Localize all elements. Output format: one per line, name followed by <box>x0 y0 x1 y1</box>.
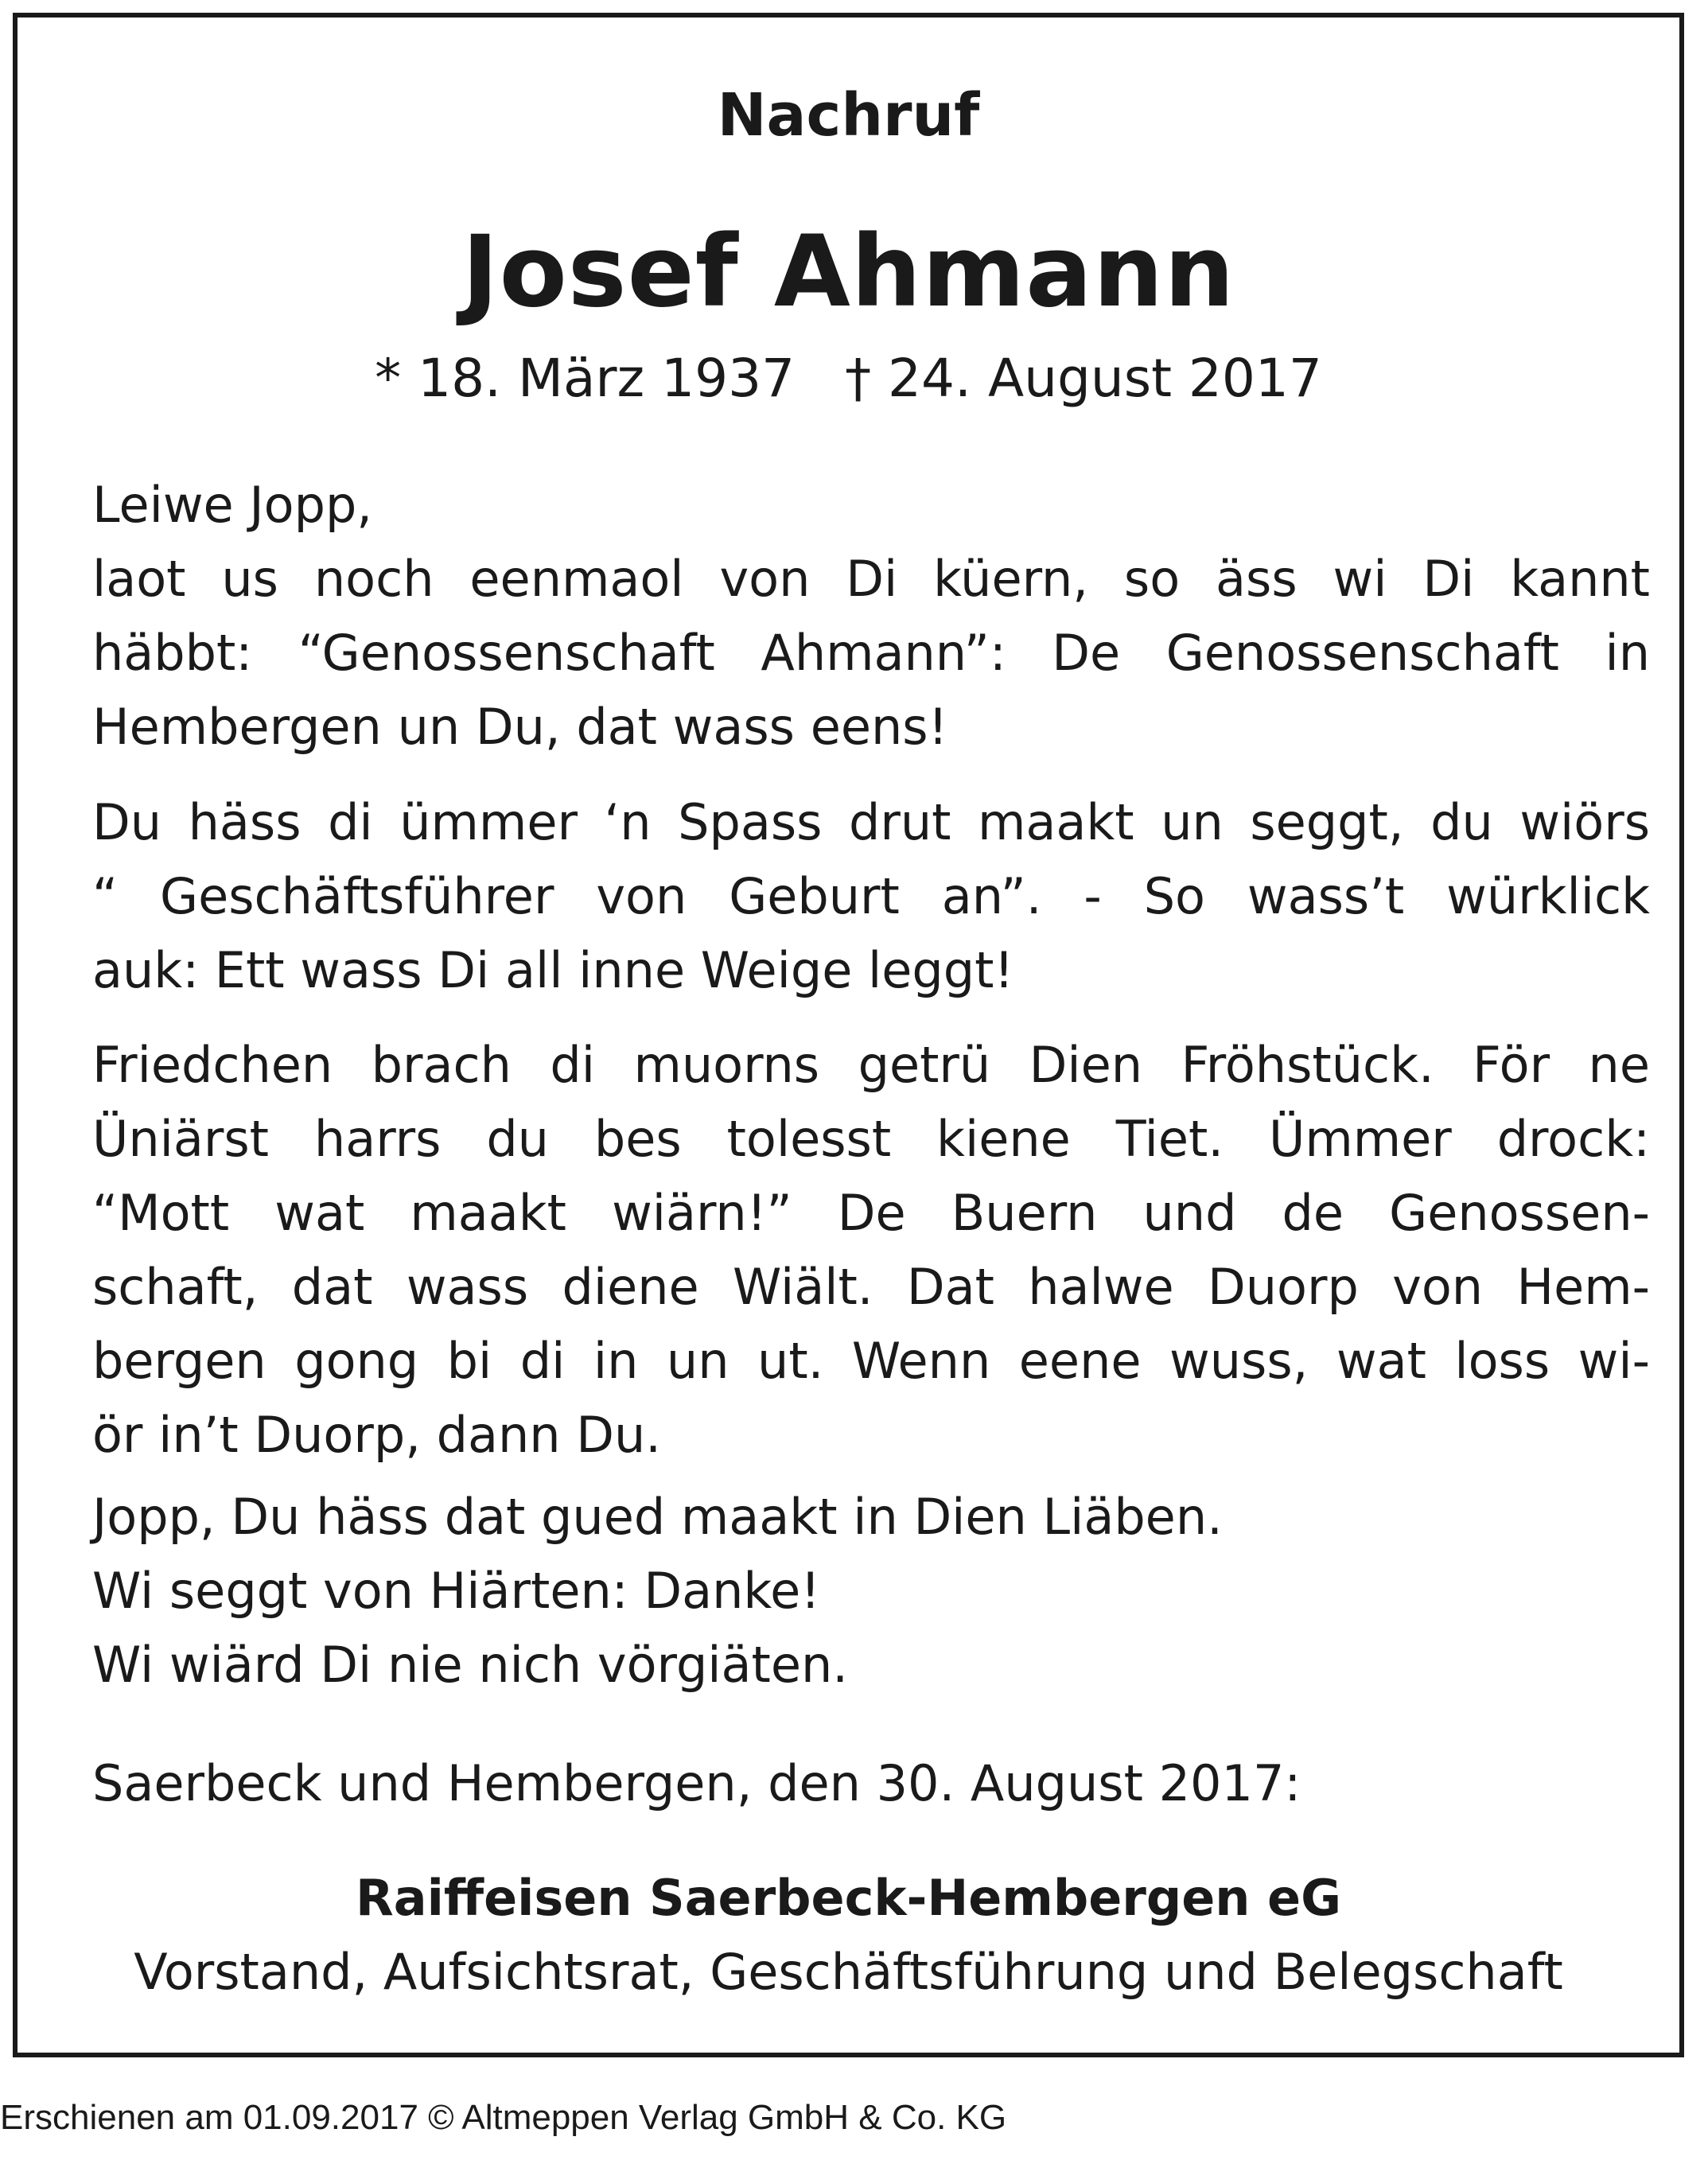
paragraph-line: Jopp, Du häss dat gued maakt in Dien Liäben. <box>92 1488 1223 1546</box>
paragraph-line: laot us noch eenmaol von Di küern, so äss wi Di kannt <box>92 550 1650 608</box>
paragraph-line: häbbt: “Genossenschaft Ahmann”: De Genossenschaft in <box>92 624 1650 682</box>
paragraph-2 <box>92 785 1650 1007</box>
paragraph-line: Leiwe Jopp, <box>92 476 373 534</box>
organization-members: Vorstand, Aufsichtsrat, Geschäftsführung und Belegschaft <box>134 1943 1563 2001</box>
organization-name: Raiffeisen Saerbeck-Hembergen eG <box>356 1869 1341 1927</box>
paragraph-line: Wi seggt von Hiärten: Danke! <box>92 1562 821 1620</box>
paragraph-4 <box>92 1480 1650 1702</box>
paragraph-line: “ Geschäftsführer von Geburt an”. - So wass’t würklick <box>92 867 1650 925</box>
paragraph-3 <box>92 1028 1650 1472</box>
obituary-frame <box>13 13 1684 2057</box>
place-date-line: Saerbeck und Hembergen, den 30. August 2017: <box>92 1754 1301 1812</box>
paragraph-line: Hembergen un Du, dat wass eens! <box>92 698 948 756</box>
publication-footer: Erschienen am 01.09.2017 © Altmeppen Verlag GmbH & Co. KG <box>0 2098 1007 2137</box>
paragraph-line: Üniärst harrs du bes tolesst kiene Tiet. Ümmer drock: <box>92 1110 1650 1168</box>
paragraph-line: schaft, dat wass diene Wiält. Dat halwe Duorp von Hem- <box>92 1258 1650 1316</box>
paragraph-line: auk: Ett wass Di all inne Weige leggt! <box>92 941 1014 999</box>
life-dates: * 18. März 1937 † 24. August 2017 <box>375 348 1322 409</box>
paragraph-line: Du häss di ümmer ‘n Spass drut maakt un seggt, du wiörs <box>92 793 1650 851</box>
paragraph-line: Wi wiärd Di nie nich vörgiäten. <box>92 1636 848 1694</box>
paragraph-line: bergen gong bi di in un ut. Wenn eene wuss, wat loss wi- <box>92 1332 1650 1390</box>
paragraph-line: Friedchen brach di muorns getrü Dien Fröhstück. För ne <box>92 1036 1650 1094</box>
paragraph-line: “Mott wat maakt wiärn!” De Buern und de Genossen- <box>92 1184 1650 1242</box>
paragraph-line: ör in’t Duorp, dann Du. <box>92 1406 661 1464</box>
notice-heading: Nachruf <box>717 81 980 150</box>
deceased-name: Josef Ahmann <box>461 215 1235 329</box>
paragraph-1 <box>92 468 1650 764</box>
